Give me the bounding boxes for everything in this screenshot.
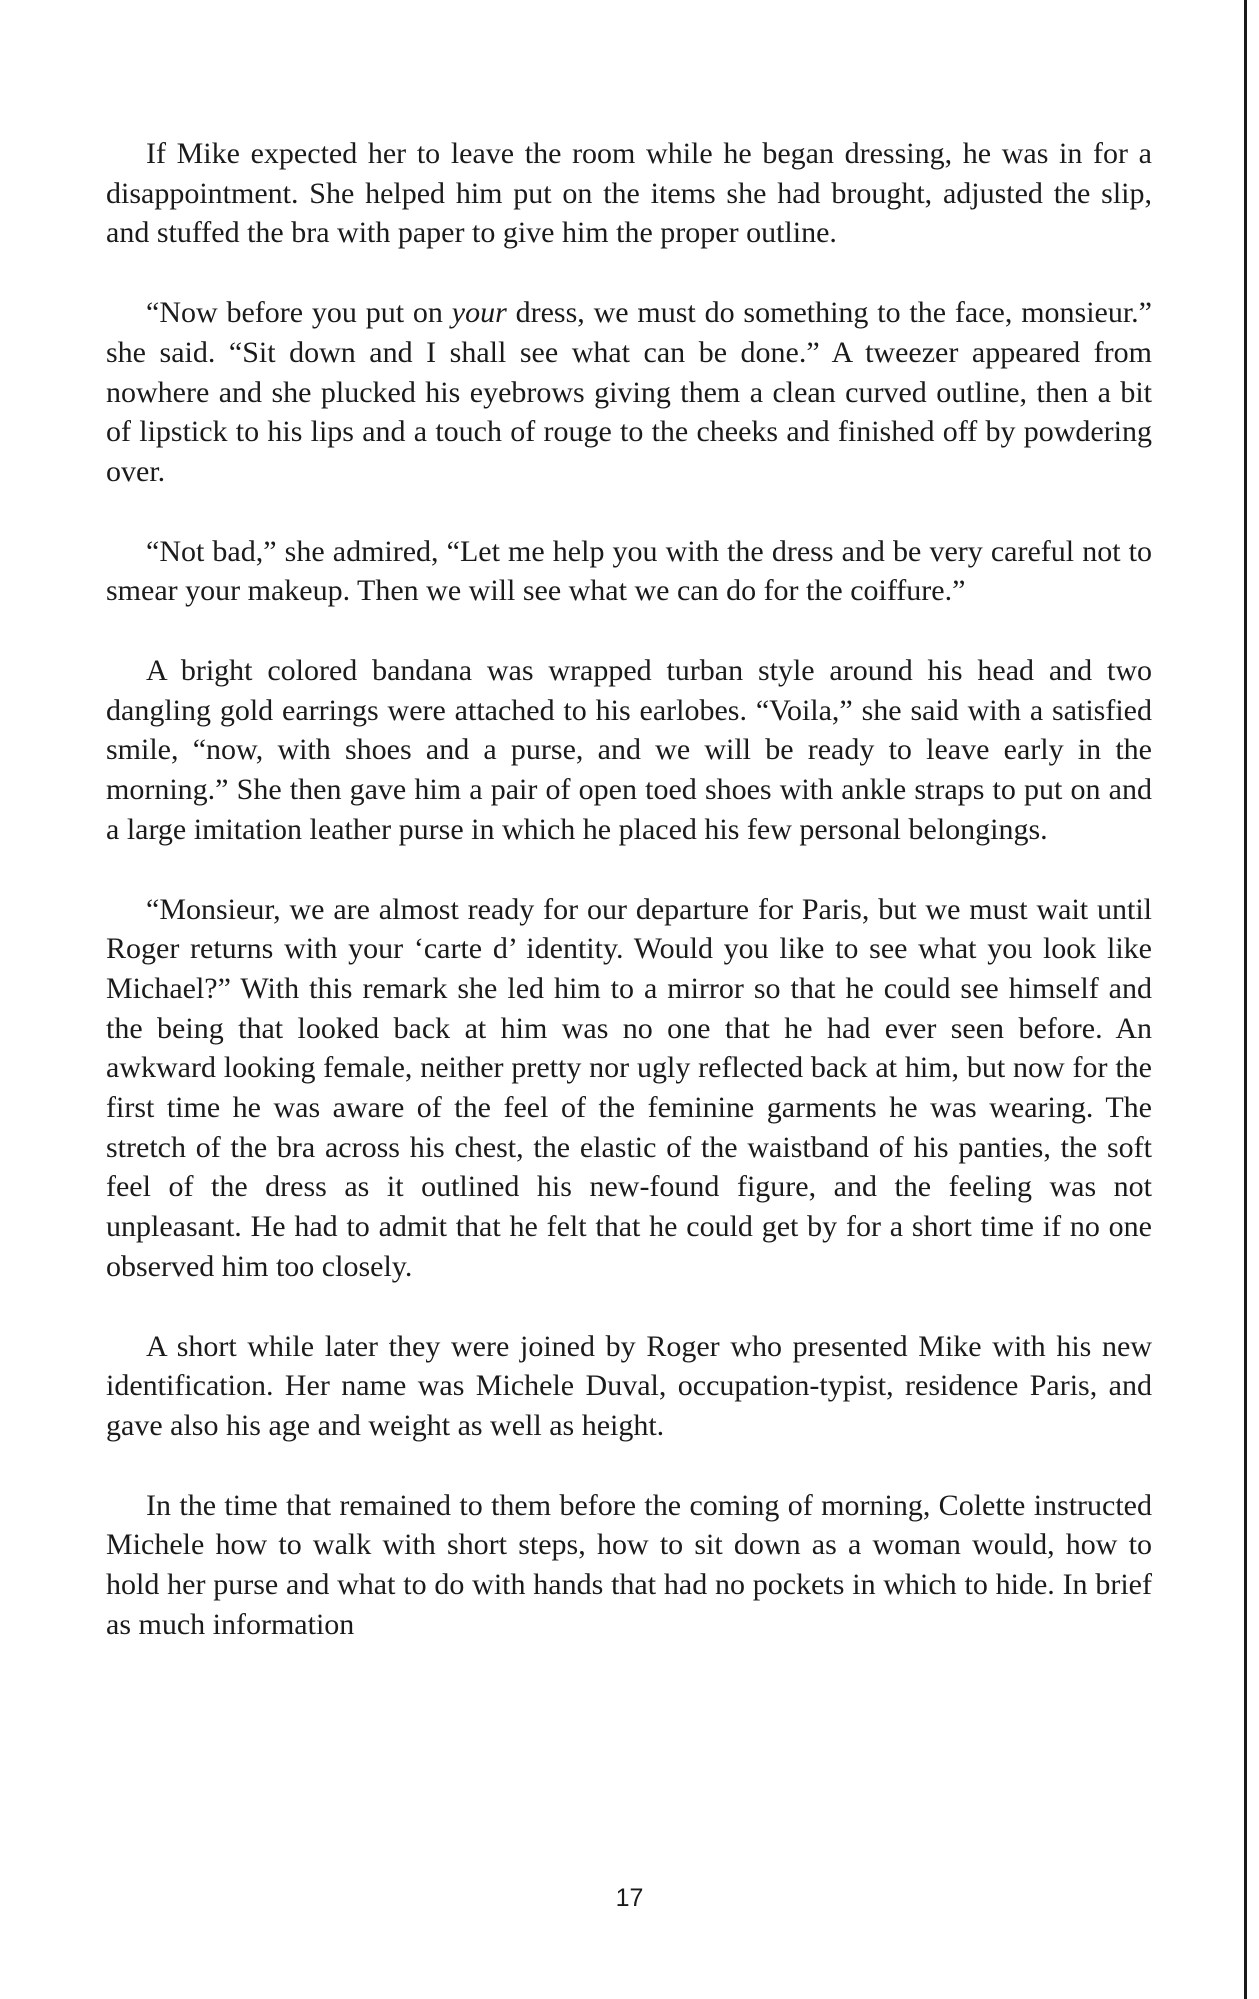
page-edge-line — [1244, 0, 1247, 1999]
paragraph-1-text: If Mike expected her to leave the room while he began dressing, he was in for a disappointment. She helped him put on the items she had brought, adjusted the slip, and stuffed the bra with paper to give him the proper outline. — [106, 137, 1152, 250]
paragraph-2-emphasis: your — [451, 296, 507, 330]
paragraph-6 — [106, 1327, 1152, 1446]
paragraph-4 — [106, 651, 1152, 850]
body-text — [106, 134, 1152, 1645]
paragraph-3-text: “Not bad,” she admired, “Let me help you with the dress and be very careful not to smear your makeup. Then we will see what we can do for the coiffure.” — [106, 534, 1152, 608]
paragraph-1 — [106, 134, 1152, 253]
page-number: 17 — [615, 1884, 644, 1912]
paragraph-5 — [106, 890, 1152, 1287]
paragraph-4-text: A bright colored bandana was wrapped turban style around his head and two dangling gold earrings were attached to his earlobes. “Voila,” she said with a satisfied smile, “now, with shoes and a purse, and we will be ready to leave early in the morning.” She then gave him a pair of open toed shoes with ankle straps to put on and a large imitation leather purse in which he placed his few personal belongings. — [106, 654, 1152, 846]
paragraph-7 — [106, 1486, 1152, 1645]
paragraph-2 — [106, 293, 1152, 492]
paragraph-3 — [106, 532, 1152, 611]
paragraph-7-text: In the time that remained to them before the coming of morning, Colette instructed Michele how to walk with short steps, how to sit down as a woman would, how to hold her purse and what to do with hands that had no pockets in which to hide. In brief as much information — [106, 1488, 1152, 1641]
paragraph-6-text: A short while later they were joined by Roger who presented Mike with his new identification. Her name was Michele Duval, occupation-typist, residence Paris, and gave also his age and weight as well as height. — [106, 1329, 1152, 1442]
paragraph-2-text-b: dress, we must do something to the face, monsieur.” she said. “Sit down and I shall see what can be done.” A tweezer appeared from nowhere and she plucked his eyebrows giving them a clean curved outline, then a bit of lipstick to his lips and a touch of rouge to the cheeks and finished off by powdering over. — [106, 296, 1153, 488]
paragraph-2-text-a: “Now before you put on — [146, 296, 452, 330]
paragraph-5-text: “Monsieur, we are almost ready for our departure for Paris, but we must wait until Roger returns with your ‘carte d’ identity. Would you like to see what you look like Michael?” With this remark she led him to a mirror so that he could see himself and the being that looked back at him was no one that he had ever seen before. An awkward looking female, neither pretty nor ugly reflected back at him, but now for the first time he was aware of the feel of the feminine garments he was wearing. The stretch of the bra across his chest, the elastic of the waistband of his panties, the soft feel of the dress as it outlined his new-found figure, and the feeling was not unpleasant. He had to admit that he felt that he could get by for a short time if no one observed him too closely. — [106, 892, 1152, 1283]
